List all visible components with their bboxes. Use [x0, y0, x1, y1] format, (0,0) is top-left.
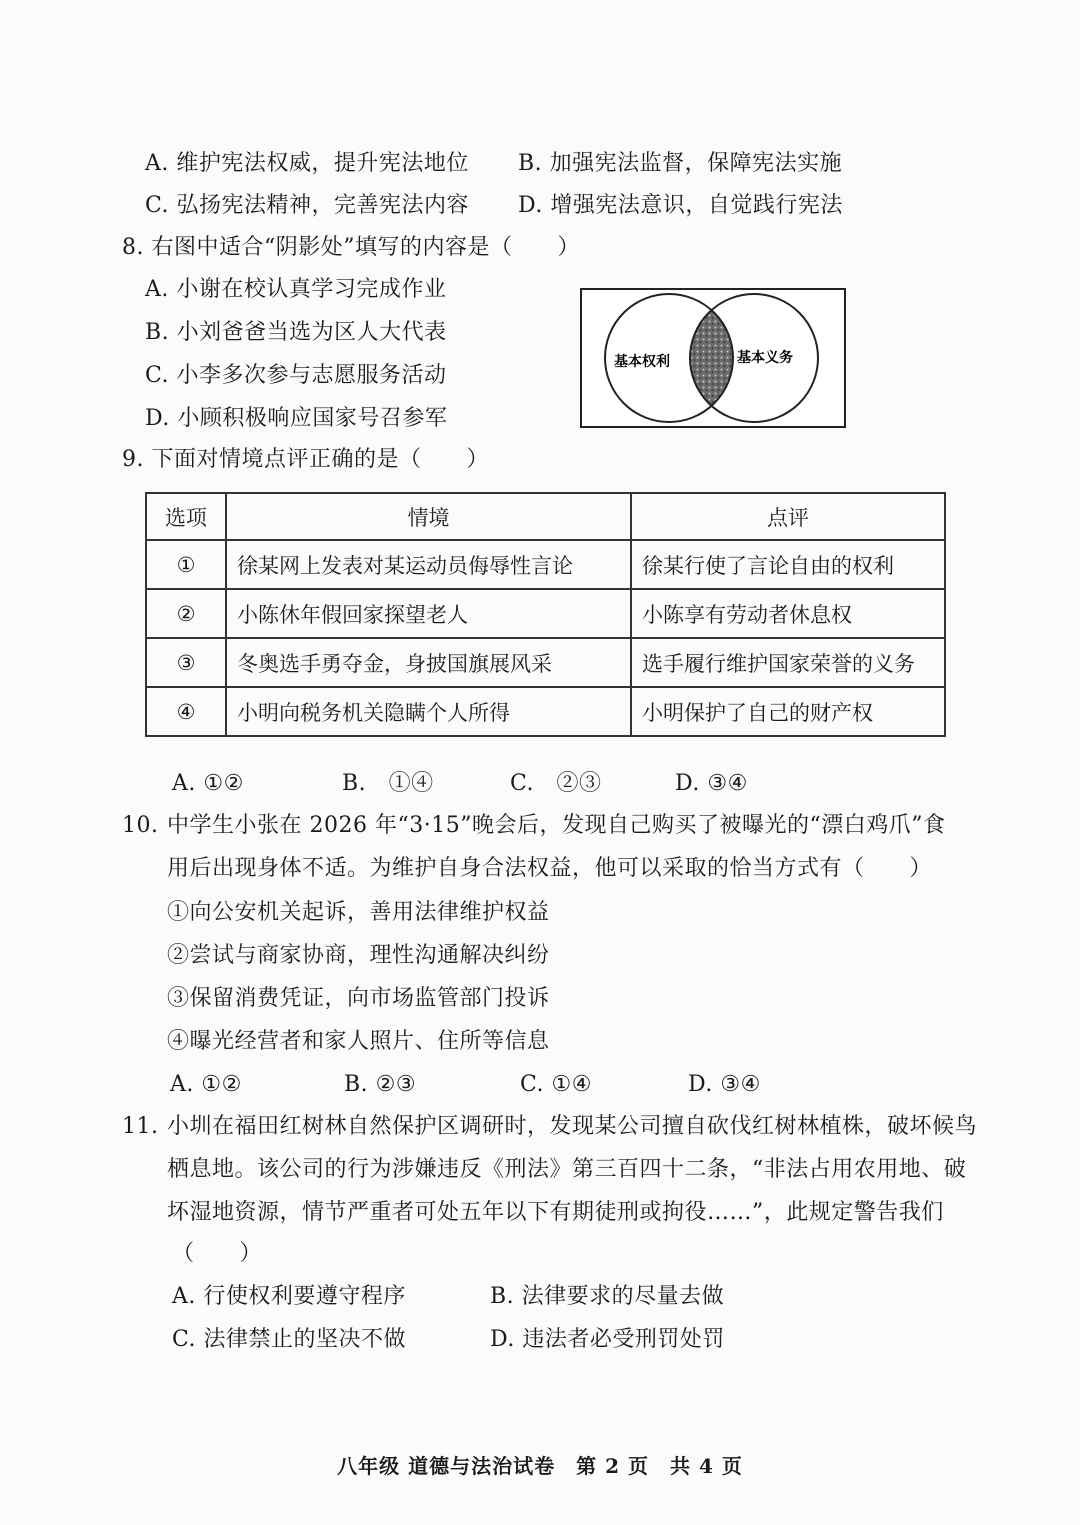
q9-table — [145, 492, 946, 737]
row-number: ④ — [146, 687, 226, 736]
q10-option-a: A. ①② — [170, 1072, 242, 1097]
row-comment: 徐某行使了言论自由的权利 — [631, 540, 945, 589]
header-comment: 点评 — [631, 493, 945, 540]
q9-option-c: C. ②③ — [510, 771, 602, 796]
table-row — [146, 687, 945, 736]
q9-stem: 9. 下面对情境点评正确的是（ ） — [122, 447, 489, 472]
q9-option-b: B. ①④ — [342, 771, 434, 796]
q10-option-b: B. ②③ — [344, 1072, 417, 1097]
row-number: ② — [146, 589, 226, 638]
q10-item-1: ①向公安机关起诉，善用法律维护权益 — [167, 900, 550, 925]
q11-stem-line-2: 栖息地。该公司的行为涉嫌违反《刑法》第三百四十二条，“非法占用农用地、破 — [167, 1157, 967, 1182]
q11-option-c: C. 法律禁止的坚决不做 — [172, 1327, 407, 1352]
row-number: ① — [146, 540, 226, 589]
table-row — [146, 540, 945, 589]
venn-right-label: 基本义务 — [737, 350, 793, 366]
q10-item-3: ③保留消费凭证，向市场监管部门投诉 — [167, 986, 550, 1011]
header-situation: 情境 — [226, 493, 631, 540]
q10-option-d: D. ③④ — [688, 1072, 761, 1097]
row-comment: 小明保护了自己的财产权 — [631, 687, 945, 736]
q10-item-4: ④曝光经营者和家人照片、住所等信息 — [167, 1029, 550, 1054]
q7-option-d: D. 增强宪法意识，自觉践行宪法 — [518, 193, 843, 218]
q10-item-2: ②尝试与商家协商，理性沟通解决纠纷 — [167, 943, 550, 968]
q11-option-a: A. 行使权利要遵守程序 — [172, 1284, 406, 1309]
venn-left-label: 基本权利 — [614, 354, 670, 370]
page-footer: 八年级 道德与法治试卷 第 2 页 共 4 页 — [337, 1454, 743, 1478]
q10-stem-line-1: 中学生小张在 2026 年“3·15”晚会后，发现自己购买了被曝光的“漂白鸡爪”食 — [167, 813, 946, 838]
q11-stem-line-4: （ ） — [172, 1241, 263, 1266]
q10-stem-line-2: 用后出现身体不适。为维护自身合法权益，他可以采取的恰当方式有（ ） — [167, 856, 933, 881]
q11-stem-line-1: 小圳在福田红树林自然保护区调研时，发现某公司擅自砍伐红树林植株，破坏候鸟 — [167, 1114, 978, 1139]
table-row — [146, 589, 945, 638]
row-situation: 徐某网上发表对某运动员侮辱性言论 — [226, 540, 631, 589]
q11-option-b: B. 法律要求的尽量去做 — [490, 1284, 725, 1309]
table-header-row — [146, 493, 945, 540]
row-comment: 小陈享有劳动者休息权 — [631, 589, 945, 638]
q9-option-a: A. ①② — [172, 771, 244, 796]
venn-diagram — [580, 288, 846, 428]
q8-option-b: B. 小刘爸爸当选为区人大代表 — [145, 320, 447, 345]
q9-option-d: D. ③④ — [675, 771, 748, 796]
q11-number: 11. — [122, 1114, 159, 1139]
row-situation: 小明向税务机关隐瞒个人所得 — [226, 687, 631, 736]
row-number: ③ — [146, 638, 226, 687]
q7-option-b: B. 加强宪法监督，保障宪法实施 — [518, 151, 843, 176]
row-situation: 冬奥选手勇夺金，身披国旗展风采 — [226, 638, 631, 687]
q8-option-d: D. 小顾积极响应国家号召参军 — [145, 406, 448, 431]
q8-option-c: C. 小李多次参与志愿服务活动 — [145, 363, 447, 388]
q11-option-d: D. 违法者必受刑罚处罚 — [490, 1327, 725, 1352]
q11-stem-line-3: 坏湿地资源，情节严重者可处五年以下有期徒刑或拘役……”，此规定警告我们 — [167, 1200, 944, 1225]
q7-option-c: C. 弘扬宪法精神，完善宪法内容 — [145, 193, 470, 218]
row-comment: 选手履行维护国家荣誉的义务 — [631, 638, 945, 687]
row-situation: 小陈休年假回家探望老人 — [226, 589, 631, 638]
q10-option-c: C. ①④ — [520, 1072, 592, 1097]
q10-number: 10. — [122, 813, 159, 838]
q7-option-a: A. 维护宪法权威，提升宪法地位 — [145, 151, 469, 176]
header-option: 选项 — [146, 493, 226, 540]
q8-option-a: A. 小谢在校认真学习完成作业 — [145, 277, 447, 302]
table-row — [146, 638, 945, 687]
q8-stem: 8. 右图中适合“阴影处”填写的内容是（ ） — [122, 235, 580, 260]
